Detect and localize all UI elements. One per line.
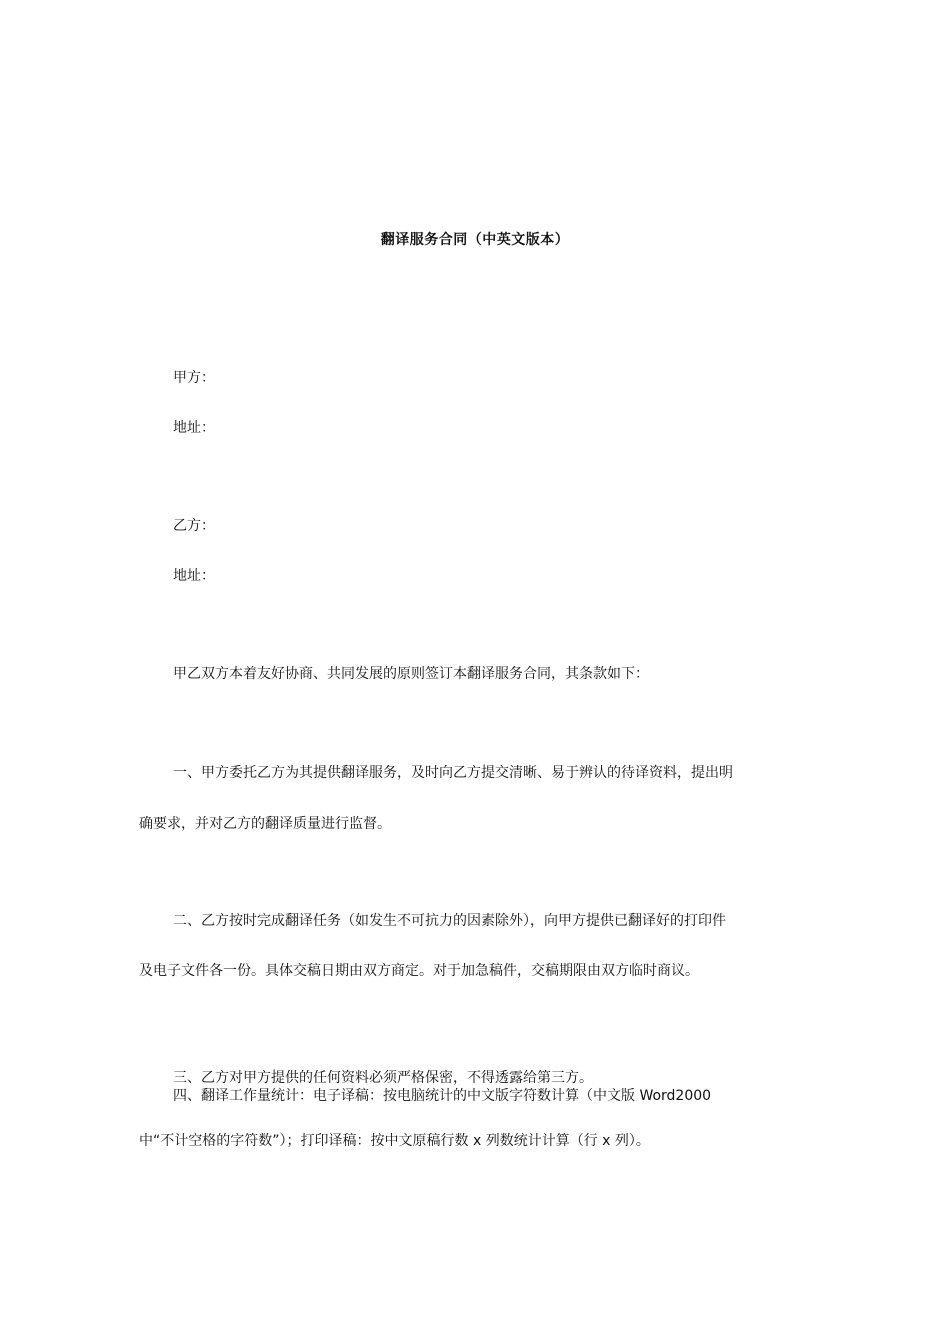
clause-2-line-2: 及电子文件各一份。具体交稿日期由双方商定。对于加急稿件，交稿期限由双方临时商议。 (139, 963, 699, 979)
clause-4-line-1: 四、翻译工作量统计：电子译稿：按电脑统计的中文版字符数计算（中文版 Word2000 (173, 1088, 712, 1104)
party-b-address-label: 地址： (173, 568, 215, 584)
clause-1-line-2: 确要求，并对乙方的翻译质量进行监督。 (139, 816, 391, 832)
preamble-text: 甲乙双方本着友好协商、共同发展的原则签订本翻译服务合同，其条款如下： (173, 666, 649, 682)
document-title: 翻译服务合同（中英文版本） (380, 232, 570, 248)
clause-3-text: 三、乙方对甲方提供的任何资料必须严格保密，不得透露给第三方。 (173, 1070, 593, 1086)
party-a-label: 甲方： (173, 370, 215, 386)
clause-2-line-1: 二、乙方按时完成翻译任务（如发生不可抗力的因素除外），向甲方提供已翻译好的打印件 (173, 913, 726, 929)
clause-1-line-1: 一、甲方委托乙方为其提供翻译服务，及时向乙方提交清晰、易于辨认的待译资料，提出明 (173, 765, 733, 781)
party-b-label: 乙方： (173, 518, 215, 534)
clause-4-line-2: 中“不计空格的字符数”）；打印译稿：按中文原稿行数 x 列数统计计算（行 x 列）。 (139, 1133, 650, 1149)
party-a-address-label: 地址： (173, 420, 215, 436)
